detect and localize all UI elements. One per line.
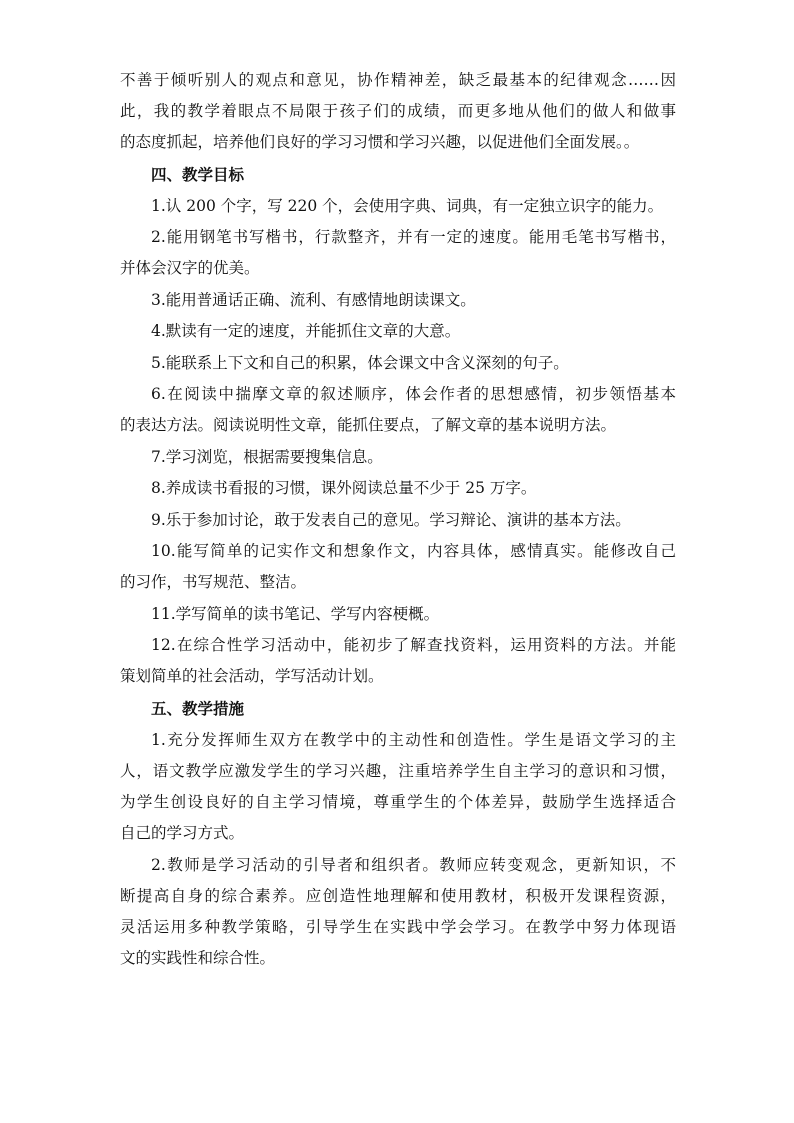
list-item-continuation: 为学生创设良好的自主学习情境，尊重学生的个体差异，鼓励学生选择适合 — [120, 793, 676, 811]
list-item: 8.养成读书看报的习惯，课外阅读总量不少于 25 万字。 — [151, 479, 537, 497]
list-item-continuation: 并体会汉字的优美。 — [120, 259, 260, 277]
list-item: 2.能用钢笔书写楷书，行款整齐，并有一定的速度。能用毛笔书写楷书， — [151, 228, 676, 246]
text-line: 的态度抓起，培养他们良好的学习习惯和学习兴趣，以促进他们全面发展。。 — [120, 133, 640, 151]
list-item: 4.默读有一定的速度，并能抓住文章的大意。 — [151, 322, 461, 340]
list-item-continuation: 的习作，书写规范、整洁。 — [120, 573, 307, 591]
list-item-continuation: 灵活运用多种教学策略，引导学生在实践中学会学习。在教学中努力体现语 — [120, 918, 676, 936]
list-item: 3.能用普通话正确、流利、有感情地朗读课文。 — [151, 291, 476, 309]
list-item: 1.充分发挥师生双方在教学中的主动性和创造性。学生是语文学习的主 — [151, 731, 676, 749]
list-item-continuation: 人，语文教学应激发学生的学习兴趣，注重培养学生自主学习的意识和习惯， — [120, 762, 676, 780]
list-item-continuation: 自己的学习方式。 — [120, 824, 245, 842]
list-item: 11.学写简单的读书笔记、学写内容梗概。 — [151, 605, 440, 623]
list-item: 1.认 200 个字，写 220 个，会使用字典、词典，有一定独立识字的能力。 — [151, 197, 664, 215]
text-line: 此，我的教学着眼点不局限于孩子们的成绩，而更多地从他们的做人和做事 — [120, 102, 676, 120]
list-item: 5.能联系上下文和自己的积累，体会课文中含义深刻的句子。 — [151, 354, 569, 372]
list-item-continuation: 断提高自身的综合素养。应创造性地理解和使用教材，积极开发课程资源， — [120, 887, 676, 905]
list-item: 6.在阅读中揣摩文章的叙述顺序，体会作者的思想感情，初步领悟基本 — [151, 385, 676, 403]
list-item: 12.在综合性学习活动中，能初步了解查找资料，运用资料的方法。并能 — [151, 636, 676, 654]
list-item: 9.乐于参加讨论，敢于发表自己的意见。学习辩论、演讲的基本方法。 — [151, 511, 631, 529]
section-heading: 四、教学目标 — [151, 165, 245, 184]
list-item: 7.学习浏览，根据需要搜集信息。 — [151, 448, 383, 466]
list-item-continuation: 策划简单的社会活动，学写活动计划。 — [120, 667, 384, 685]
list-item-continuation: 的表达方法。阅读说明性文章，能抓住要点，了解文章的基本说明方法。 — [120, 416, 617, 434]
list-item: 10.能写简单的记实作文和想象作文，内容具体，感情真实。能修改自己 — [151, 542, 676, 560]
list-item: 2.教师是学习活动的引导者和组织者。教师应转变观念，更新知识，不 — [151, 856, 676, 874]
list-item-continuation: 文的实践性和综合性。 — [120, 949, 276, 967]
section-heading: 五、教学措施 — [151, 699, 245, 718]
text-line: 不善于倾听别人的观点和意见，协作精神差，缺乏最基本的纪律观念……因 — [120, 71, 676, 89]
